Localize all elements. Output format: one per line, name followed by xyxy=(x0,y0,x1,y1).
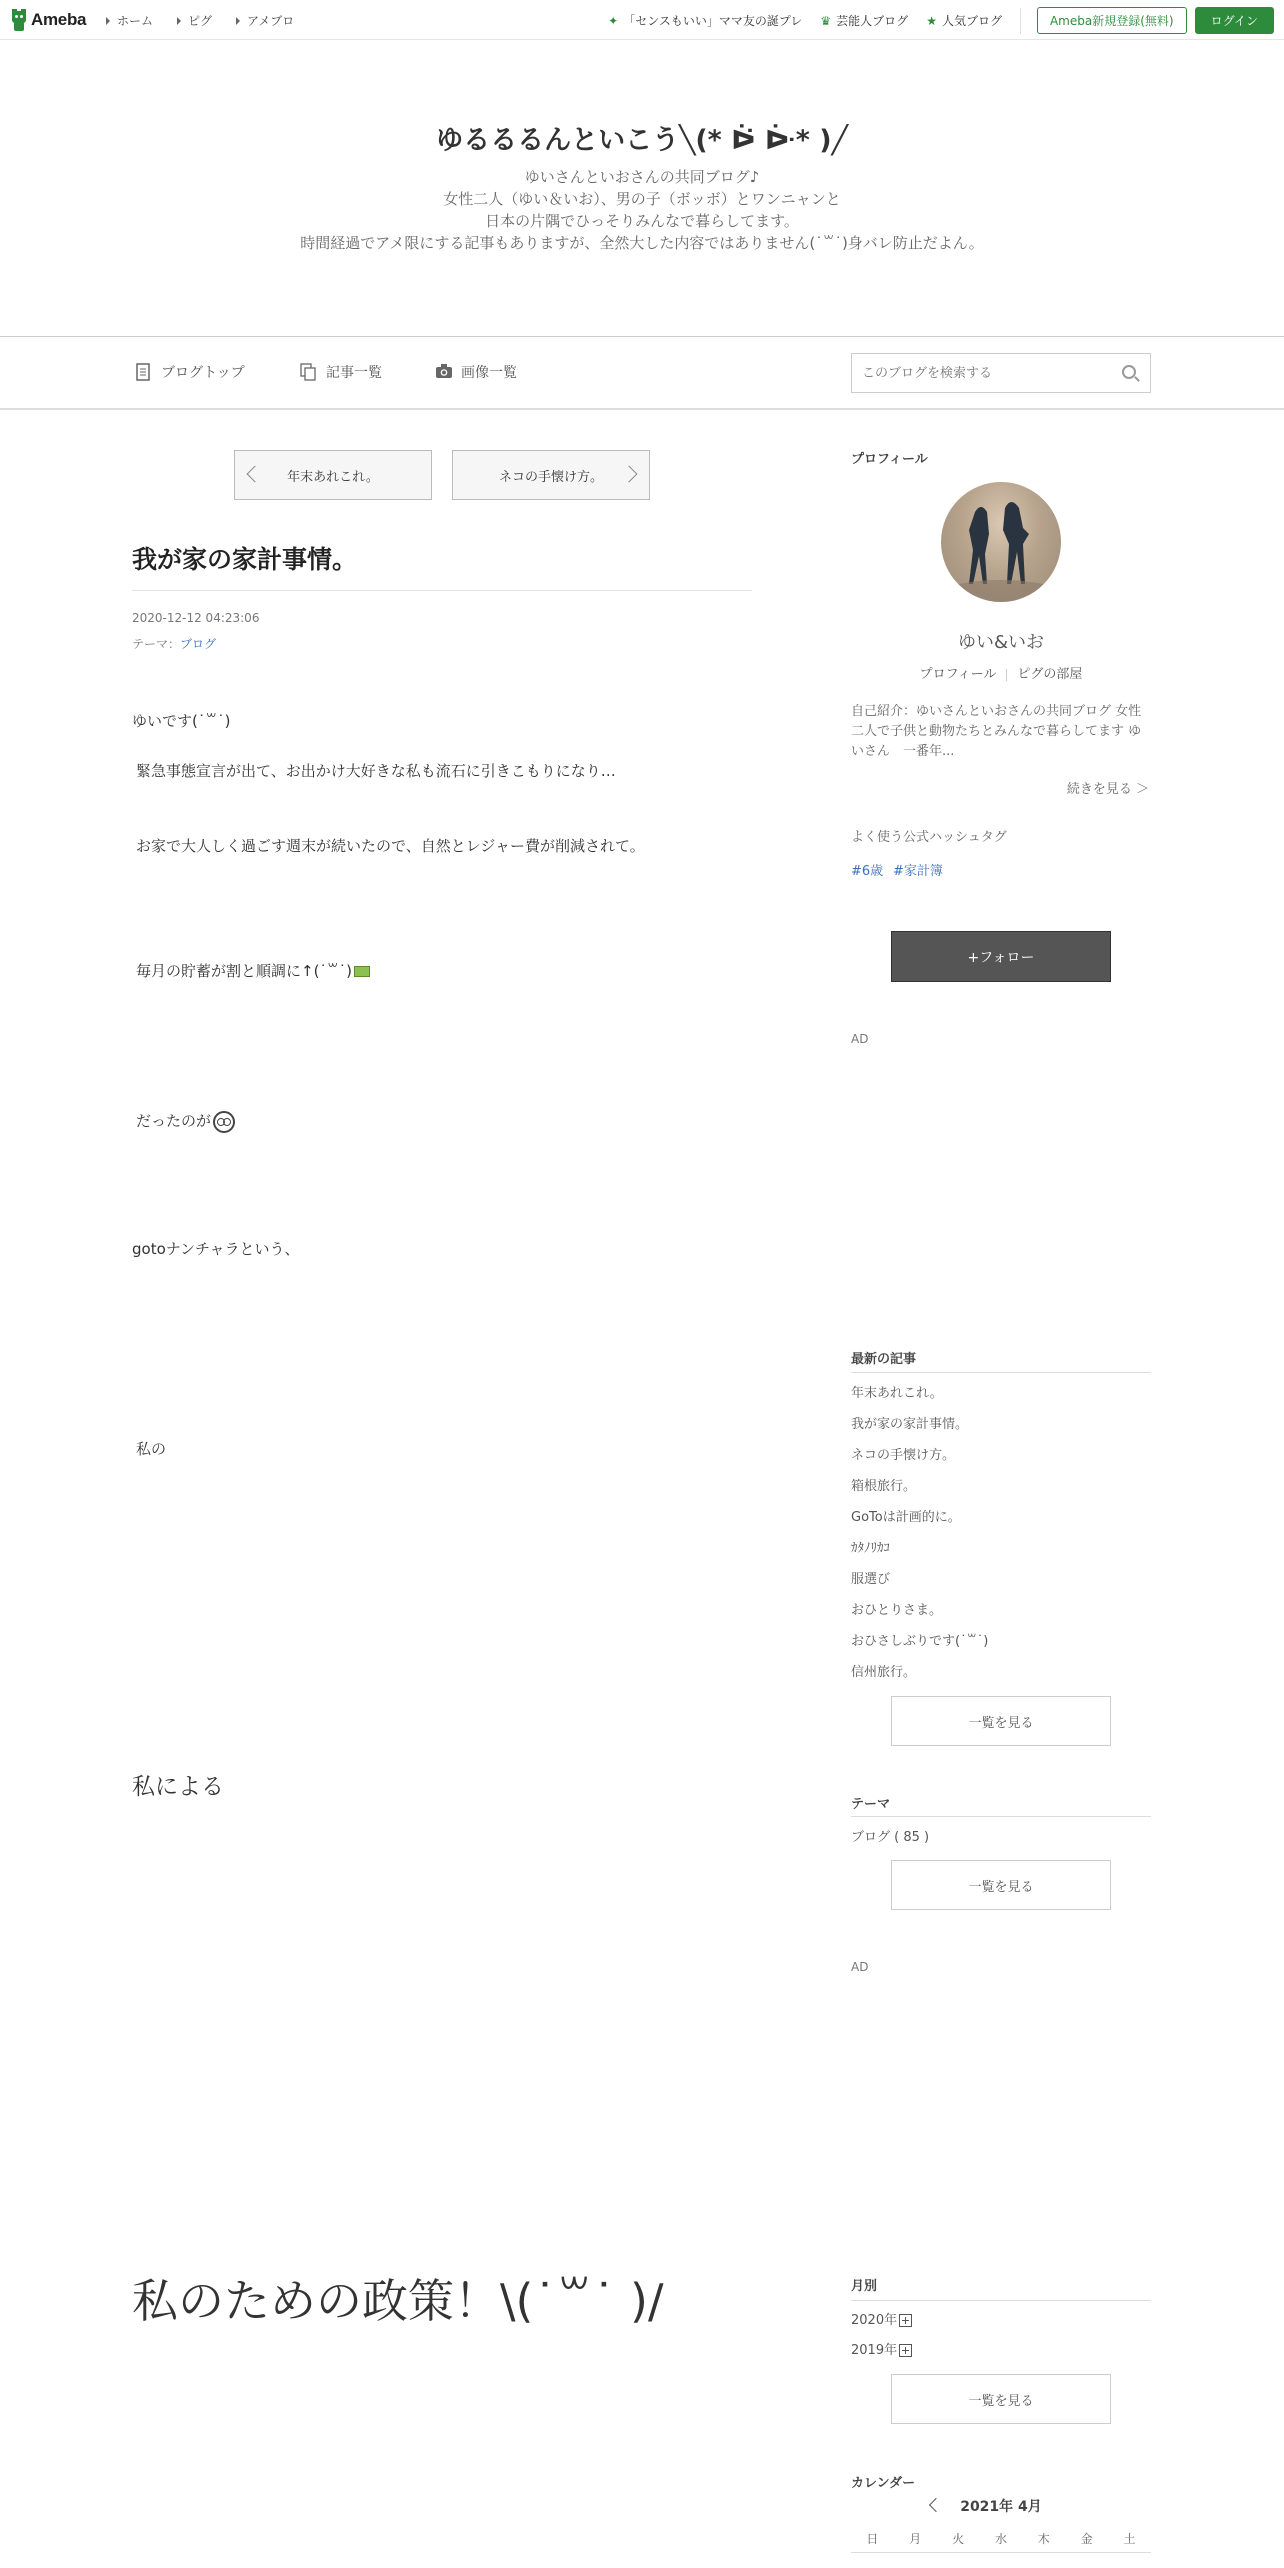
blog-top-link[interactable] xyxy=(135,362,245,382)
weekday: 日 xyxy=(866,2532,879,2546)
next-article-label: ネコの手懐け方。 xyxy=(498,469,603,485)
month-2020[interactable] xyxy=(851,2309,912,2328)
theme-list-more-button[interactable]: 一覧を見る xyxy=(891,1860,1111,1910)
nav-home-label: ホーム xyxy=(117,14,154,28)
header-right xyxy=(608,7,1274,34)
star-icon: ★ xyxy=(926,13,937,28)
blog-search-input[interactable] xyxy=(852,354,1102,392)
article-date: 2020-12-12 04:23:06 xyxy=(132,611,260,625)
ad-label: AD xyxy=(851,1960,869,1974)
prev-article-button[interactable] xyxy=(234,450,432,500)
month-label: 2020年 xyxy=(851,2313,898,2328)
weekday: 火 xyxy=(952,2532,965,2546)
divider xyxy=(1006,669,1007,681)
article-theme xyxy=(132,635,216,652)
recent-article-link[interactable]: 信州旅行。 xyxy=(851,1665,917,1680)
weekday: 土 xyxy=(1123,2532,1136,2546)
ameba-logo-icon xyxy=(10,9,28,31)
calendar-heading: カレンダー xyxy=(851,2476,916,2491)
logo-text: Ameba xyxy=(31,10,87,29)
blog-title[interactable]: ゆるるるんといこう╲(* ᐖ ᐕ* )╱ xyxy=(436,125,848,156)
theme-link[interactable]: ブログ xyxy=(180,637,217,651)
chevron-left-icon xyxy=(247,466,264,483)
profile-name[interactable]: ゆい&いお xyxy=(957,632,1045,653)
expand-plus-icon[interactable] xyxy=(899,2344,912,2357)
popular-blog-link[interactable] xyxy=(926,12,1002,29)
recent-article-link[interactable]: 我が家の家計事情。 xyxy=(851,1417,969,1432)
body-paragraph: だったのが xyxy=(136,1112,212,1130)
image-list-link[interactable] xyxy=(435,362,517,382)
article-title[interactable]: 我が家の家計事情。 xyxy=(132,545,358,574)
divider xyxy=(1020,8,1021,34)
profile-intro: 自己紹介：ゆいさんといおさんの共同ブログ 女性二人で子供と動物たちとみんなで暮らしてます ゆいさん 一番年... xyxy=(851,704,1142,759)
popular-blog-label: 人気ブログ xyxy=(941,14,1002,28)
recent-article-link[interactable]: 年末あれこれ。 xyxy=(851,1386,943,1401)
ad-label: AD xyxy=(851,1032,869,1046)
crown-icon: ♛ xyxy=(820,13,832,28)
blog-desc-line: ゆいさんといおさんの共同ブログ♪ xyxy=(524,168,760,186)
blog-nav xyxy=(0,336,1284,410)
profile-link[interactable]: プロフィール xyxy=(919,667,997,682)
theme-item-link[interactable]: ブログ ( 85 ) xyxy=(851,1830,930,1845)
caret-right-icon xyxy=(236,17,240,25)
blog-header xyxy=(0,40,1284,336)
calendar-month: 2021年 4月 xyxy=(960,2499,1042,2515)
camera-icon xyxy=(435,363,451,381)
sparkle-icon: ✦ xyxy=(608,13,619,28)
recent-article-link[interactable]: 箱根旅行。 xyxy=(851,1479,917,1494)
recent-article-link[interactable]: 服選び xyxy=(851,1572,891,1587)
global-nav xyxy=(106,12,294,29)
body-paragraph: ゆいです(˙꒳˙) xyxy=(132,712,231,730)
promo-link[interactable] xyxy=(608,12,802,29)
article-list-label: 記事一覧 xyxy=(326,365,382,381)
follow-button[interactable]: +フォロー xyxy=(891,931,1111,982)
search-icon[interactable] xyxy=(1122,365,1136,379)
blog-top-label: ブログトップ xyxy=(161,365,245,381)
divider xyxy=(851,2552,1151,2553)
divider xyxy=(851,1816,1151,1817)
calendar-weekdays xyxy=(851,2530,1151,2547)
blog-desc-line: 時間経過でアメ限にする記事もありますが、全然大した内容ではありません(˙꒳˙)身バレ防止だよん。 xyxy=(300,234,984,252)
image-list-label: 画像一覧 xyxy=(461,365,517,381)
ameba-logo[interactable] xyxy=(10,8,86,32)
recent-article-link[interactable]: GoToは計画的に。 xyxy=(851,1510,961,1525)
nav-pig[interactable] xyxy=(177,12,212,29)
signup-button[interactable]: Ameba新規登録(無料) xyxy=(1037,7,1187,34)
article-list-link[interactable] xyxy=(300,362,382,382)
read-more-link[interactable]: 続きを見る ＞ xyxy=(1066,782,1149,797)
blog-description xyxy=(0,166,1284,254)
recent-article-link[interactable]: ｶﾀﾉﾘｶｺ xyxy=(851,1541,890,1556)
body-paragraph-savings xyxy=(136,960,370,981)
recent-list-more-button[interactable]: 一覧を見る xyxy=(891,1696,1111,1746)
celeb-blog-label: 芸能人ブログ xyxy=(836,14,909,28)
month-2019[interactable] xyxy=(851,2339,912,2358)
recent-article-link[interactable]: ネコの手懐け方。 xyxy=(851,1448,956,1463)
body-paragraph: 緊急事態宣言が出て、お出かけ大好きな私も流石に引きこもりになり… xyxy=(136,762,616,780)
next-article-button[interactable] xyxy=(452,450,650,500)
blog-desc-line: 女性二人（ゆい＆いお）、男の子（ボッボ）とワンニャンと xyxy=(443,190,841,208)
recent-article-link[interactable]: おひさしぶりです(˙꒳˙) xyxy=(851,1634,989,1649)
blog-search xyxy=(851,353,1151,393)
theme-label: テーマ： xyxy=(132,637,181,651)
surprised-face-icon xyxy=(213,1111,235,1133)
celeb-blog-link[interactable] xyxy=(820,12,908,29)
body-paragraph: お家で大人しく過ごす週末が続いたので、自然とレジャー費が削減されて。 xyxy=(136,837,645,855)
body-paragraph-large: 私による xyxy=(132,1774,224,1800)
profile-links xyxy=(851,663,1151,682)
weekday: 木 xyxy=(1037,2532,1050,2546)
hashtag-link[interactable]: #家計簿 xyxy=(893,864,943,879)
recent-article-link[interactable]: おひとりさま。 xyxy=(851,1603,943,1618)
nav-ameblo[interactable] xyxy=(236,12,294,29)
nav-ameblo-label: アメブロ xyxy=(247,14,295,28)
monthly-list-more-button[interactable]: 一覧を見る xyxy=(891,2374,1111,2424)
expand-plus-icon[interactable] xyxy=(899,2314,912,2327)
blog-desc-line: 日本の片隅でひっそりみんなで暮らしてます。 xyxy=(485,212,799,230)
title-divider xyxy=(132,590,752,591)
divider xyxy=(851,1372,1151,1373)
nav-home[interactable] xyxy=(106,12,153,29)
body-paragraph: 私の xyxy=(136,1440,167,1458)
divider xyxy=(851,2300,1151,2301)
copy-icon xyxy=(300,363,316,381)
weekday: 水 xyxy=(994,2532,1007,2546)
weekday: 月 xyxy=(909,2532,922,2546)
weekday: 金 xyxy=(1080,2532,1093,2546)
month-label: 2019年 xyxy=(851,2343,898,2358)
caret-right-icon xyxy=(106,17,110,25)
hashtag-link[interactable]: #6歳 xyxy=(851,864,884,879)
nav-pig-label: ピグ xyxy=(188,14,213,28)
pig-room-link[interactable]: ピグの部屋 xyxy=(1017,667,1083,682)
body-paragraph: gotoナンチャラという、 xyxy=(132,1240,300,1258)
chevron-right-icon xyxy=(621,466,638,483)
body-paragraph-huge: 私のための政策！\(˙꒳˙ )/ xyxy=(132,2274,664,2328)
monthly-heading: 月別 xyxy=(851,2279,878,2294)
document-icon xyxy=(135,363,151,381)
profile-heading: プロフィール xyxy=(851,452,928,467)
body-paragraph: 毎月の貯蓄が割と順調に↑(˙꒳˙) xyxy=(136,962,352,980)
avatar[interactable] xyxy=(941,482,1061,602)
hashtag-heading: よく使う公式ハッシュタグ xyxy=(851,830,1007,845)
money-icon xyxy=(354,966,370,977)
prev-article-label: 年末あれこれ。 xyxy=(287,469,379,485)
global-header xyxy=(0,0,1284,40)
login-button[interactable]: ログイン xyxy=(1195,7,1274,34)
recent-heading: 最新の記事 xyxy=(851,1352,917,1367)
caret-right-icon xyxy=(177,17,181,25)
promo-label: 「センスもいい」ママ友の誕プレ xyxy=(623,14,803,28)
theme-heading: テーマ xyxy=(851,1797,891,1812)
body-paragraph-was xyxy=(136,1110,235,1133)
